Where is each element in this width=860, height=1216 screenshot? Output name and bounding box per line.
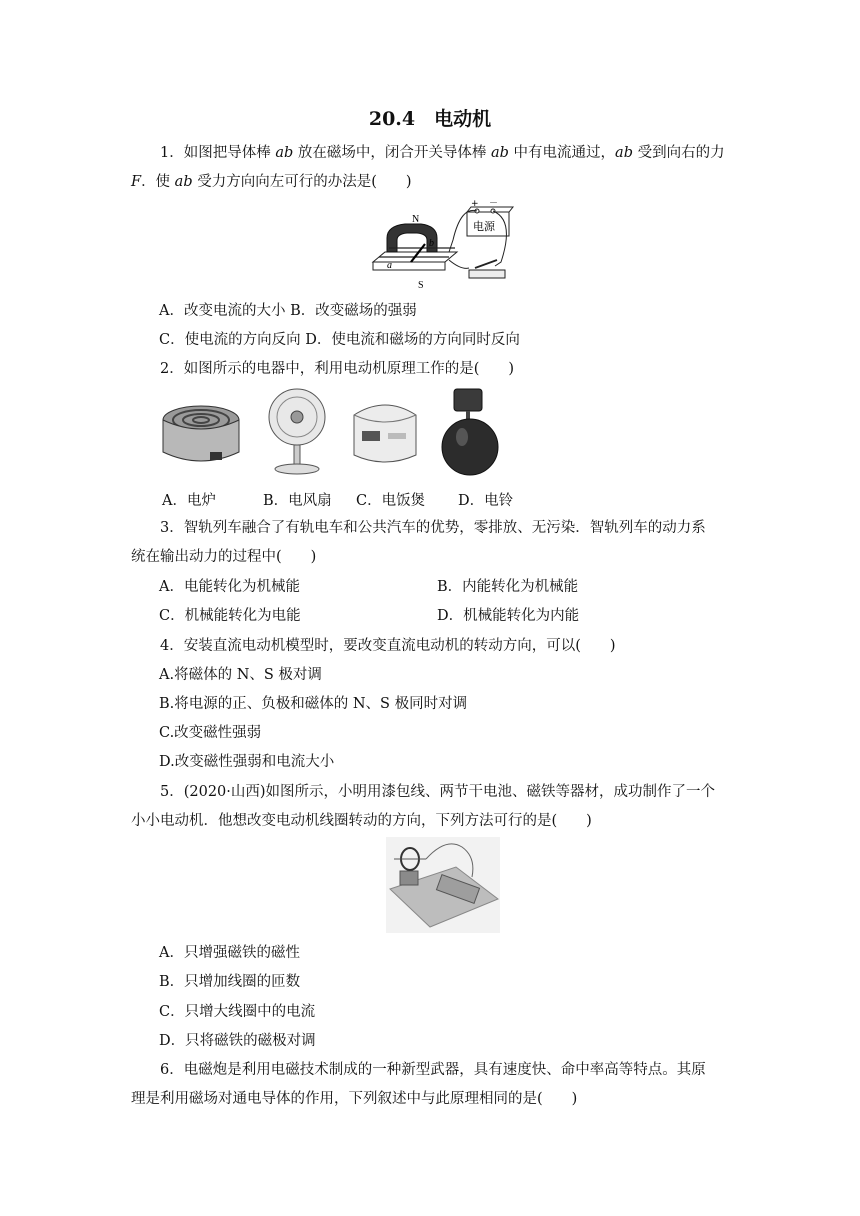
q6-line2: 理是利用磁场对通电导体的作用，下列叙述中与此原理相同的是( ) — [131, 1091, 578, 1107]
q1-text: 受力方向向左可行的办法是( ) — [192, 174, 412, 190]
q5-magnet-block — [400, 871, 418, 885]
q1-minus-label: － — [489, 200, 499, 209]
q5-option-D: D．只将磁铁的磁极对调 — [159, 1033, 316, 1049]
q2-stove-switch — [210, 452, 222, 460]
q2-bell-housing — [454, 389, 482, 411]
q1-ab: ab — [491, 145, 509, 161]
q1-circuit-figure — [365, 200, 515, 292]
q2-cooker-panel — [362, 431, 380, 441]
q3-line2: 统在输出动力的过程中( ) — [131, 549, 317, 565]
q1-text: 中有电流通过， — [508, 145, 616, 161]
q1-text: ．使 — [141, 174, 175, 190]
q2-option-D: D．电铃 — [458, 493, 514, 509]
q5-motor-photo — [386, 837, 500, 933]
page-title: 20.4 电动机 — [368, 108, 492, 130]
q1-wire — [449, 260, 469, 268]
q4-option-B: B.将电源的正、负极和磁体的 N、S 极同时对调 — [159, 696, 468, 712]
q5-option-A: A．只增强磁铁的磁性 — [159, 945, 300, 961]
q1-switch-base — [469, 270, 505, 278]
q1-label-N: N — [412, 214, 420, 225]
q1-ab: ab — [615, 145, 633, 161]
q5-option-B: B．只增加线圈的匝数 — [159, 974, 301, 990]
q2-option-B: B．电风扇 — [263, 493, 332, 509]
q5-option-C: C．只增大线圈中的电流 — [159, 1004, 316, 1020]
q5-line2: 小小电动机．他想改变电动机线圈转动的方向，下列方法可行的是( ) — [131, 813, 592, 829]
q1-line2 — [131, 172, 412, 192]
q1-option-AB: A．改变电流的大小 B．改变磁场的强弱 — [159, 303, 417, 319]
q1-label-a: a — [387, 260, 392, 271]
q6-line1: 6．电磁炮是利用电磁技术制成的一种新型武器，具有速度快、命中率高等特点。其原 — [160, 1062, 706, 1078]
q1-base-board-front — [373, 262, 445, 270]
q2-fan-base — [275, 464, 319, 474]
q4-stem: 4．安装直流电动机模型时，要改变直流电动机的转动方向，可以( ) — [160, 638, 616, 654]
q1-line1 — [160, 143, 725, 163]
q3-option-D: D．机械能转化为内能 — [437, 608, 580, 624]
q1-text: 放在磁场中，闭合开关导体棒 — [293, 145, 491, 161]
q1-label-b: b — [429, 238, 434, 249]
q3-option-A: A．电能转化为机械能 — [159, 579, 300, 595]
q2-bell-dome — [442, 419, 498, 475]
q2-stem: 2．如图所示的电器中，利用电动机原理工作的是( ) — [160, 361, 515, 377]
q2-electric-bell-image — [440, 385, 500, 481]
q1-option-CD: C．使电流的方向反向 D．使电流和磁场的方向同时反向 — [159, 332, 520, 348]
q1-ab: ab — [275, 145, 294, 161]
q3-line1: 3．智轨列车融合了有轨电车和公共汽车的优势，零排放、无污染．智轨列车的动力系 — [160, 520, 706, 536]
q3-option-B: B．内能转化为机械能 — [437, 579, 579, 595]
q2-fan-hub — [291, 411, 303, 423]
q2-cooker-buttons — [388, 433, 406, 439]
q1-power-source-label: 电源 — [473, 220, 495, 233]
q3-option-C: C．机械能转化为电能 — [159, 608, 301, 624]
q2-bell-highlight — [456, 428, 468, 446]
q1-plus-label: + — [471, 200, 479, 209]
q1-switch-lever — [475, 260, 497, 268]
q2-fan-stand — [294, 445, 300, 465]
q1-text: 1．如图把导体棒 — [160, 145, 276, 161]
q1-label-S: S — [418, 280, 424, 291]
q4-option-A: A.将磁体的 N、S 极对调 — [159, 667, 322, 683]
q2-rice-cooker-image — [348, 393, 422, 469]
q5-line1: 5．(2020·山西)如图所示，小明用漆包线、两节干电池、磁铁等器材，成功制作了一个 — [160, 784, 716, 800]
q2-option-A: A．电炉 — [162, 493, 216, 509]
q1-text: 受到向右的力 — [632, 145, 725, 161]
q2-option-C: C．电饭煲 — [356, 493, 426, 509]
q2-electric-stove-image — [160, 398, 242, 470]
q1-force-F: F — [131, 174, 142, 190]
q4-option-D: D.改变磁性强弱和电流大小 — [159, 754, 335, 770]
q2-electric-fan-image — [262, 387, 332, 475]
q1-ab: ab — [174, 174, 193, 190]
q4-option-C: C.改变磁性强弱 — [159, 725, 262, 741]
